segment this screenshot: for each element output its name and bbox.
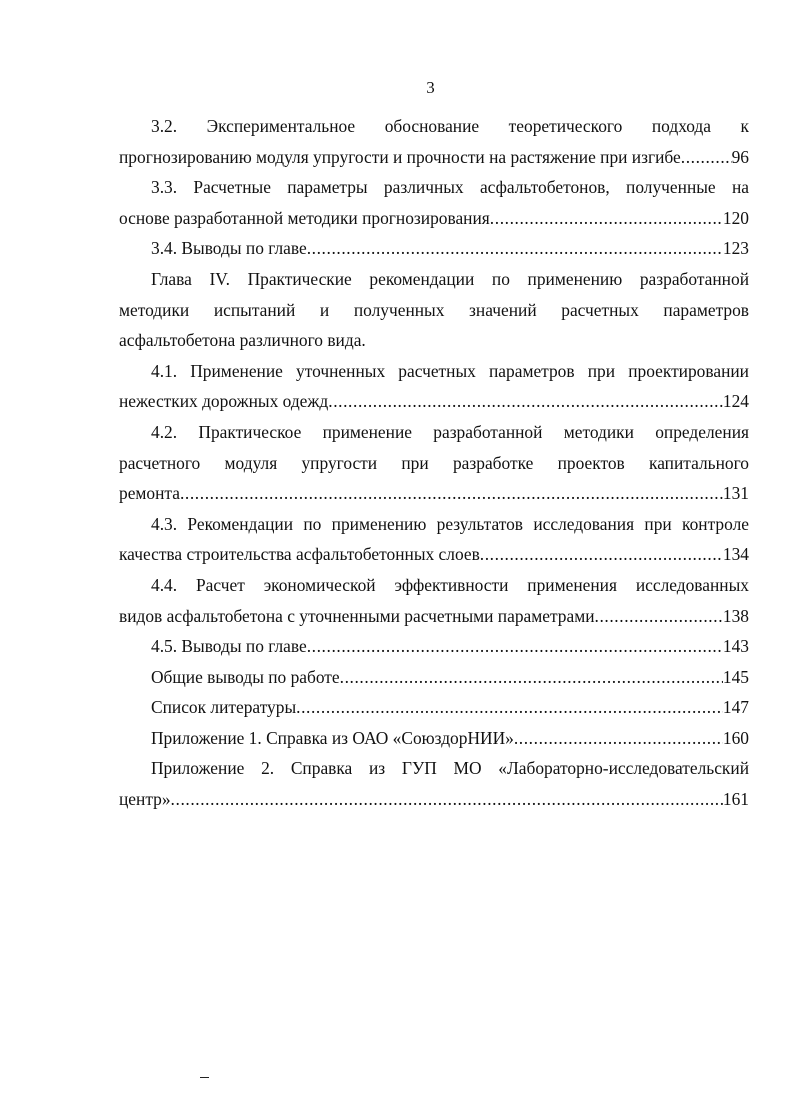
toc-entry-4-2-line-1: 4.2. Практическое применение разработанной методики определения: [151, 421, 749, 442]
toc-entry-3-2-page: 96: [731, 146, 749, 167]
toc-entry-appendix-1-page: 160: [722, 727, 749, 748]
toc-leader-dots: [171, 784, 723, 815]
toc-entry-3-3-line-2: [119, 203, 749, 234]
table-of-contents: [119, 111, 749, 815]
toc-entry-4-1-page: 124: [722, 391, 749, 412]
toc-entry-4-3-line-2: [119, 539, 749, 570]
toc-leader-dots: [480, 539, 723, 570]
toc-entry-appendix-1[interactable]: [119, 723, 749, 754]
toc-leader-dots: [514, 723, 723, 754]
toc-entry-4-2-line-3: [119, 478, 749, 509]
toc-leader-dots: [595, 601, 723, 632]
toc-entry-3-4-line: [119, 233, 749, 264]
toc-entry-4-1-line-1: 4.1. Применение уточненных расчетных параметров при проектировании: [151, 360, 749, 381]
toc-entry-4-3-page: 134: [722, 544, 749, 565]
toc-entry-3-3-line-1: 3.3. Расчетные параметры различных асфальтобетонов, полученные на: [151, 177, 749, 198]
toc-entry-4-3-line-1: 4.3. Рекомендации по применению результатов исследования при контроле: [151, 513, 749, 534]
toc-chapter-4[interactable]: [119, 264, 749, 356]
toc-entry-3-2[interactable]: [119, 111, 749, 172]
toc-leader-dots: [296, 692, 723, 723]
toc-chapter-4-line-3: [119, 325, 749, 356]
toc-entry-3-3-page: 120: [722, 207, 749, 228]
toc-entry-3-2-line-2: [119, 142, 749, 173]
toc-entry-references[interactable]: [119, 692, 749, 723]
toc-entry-3-4-title: 3.4. Выводы по главе: [151, 238, 307, 259]
toc-entry-3-3-title-end: основе разработанной методики прогнозирования: [119, 207, 490, 228]
toc-entry-conclusions-title: Общие выводы по работе: [151, 666, 340, 687]
toc-entry-3-2-title-end: прогнозированию модуля упругости и прочности на растяжение при изгибе: [119, 146, 681, 167]
toc-entry-3-3[interactable]: [119, 172, 749, 233]
toc-leader-dots: [180, 478, 723, 509]
toc-entry-4-5-line: [119, 631, 749, 662]
toc-entry-3-2-line-1: 3.2. Экспериментальное обоснование теоретического подхода к: [151, 116, 749, 136]
toc-entry-appendix-1-line: [119, 723, 749, 754]
toc-entry-conclusions[interactable]: [119, 662, 749, 693]
scan-mark: [200, 1077, 209, 1078]
toc-entry-appendix-2-line-2: [119, 784, 749, 815]
toc-entry-4-3[interactable]: [119, 509, 749, 570]
toc-entry-4-4[interactable]: [119, 570, 749, 631]
toc-entry-conclusions-page: 145: [722, 666, 749, 687]
toc-chapter-4-title-end: асфальтобетона различного вида.: [119, 330, 366, 351]
toc-leader-dots: [681, 142, 732, 173]
toc-entry-4-5-page: 143: [722, 636, 749, 657]
toc-entry-references-page: 147: [722, 697, 749, 718]
toc-entry-4-5[interactable]: [119, 631, 749, 662]
toc-entry-references-line: [119, 692, 749, 723]
toc-entry-appendix-2-page: 161: [722, 789, 749, 810]
toc-entry-references-title: Список литературы: [151, 697, 297, 718]
toc-chapter-4-line-1: Глава IV. Практические рекомендации по применению разработанной: [151, 268, 749, 289]
toc-entry-4-5-title: 4.5. Выводы по главе: [151, 636, 307, 657]
toc-entry-4-1-line-2: [119, 386, 749, 417]
toc-entry-4-3-title-end: качества строительства асфальтобетонных слоев: [119, 544, 480, 565]
toc-entry-appendix-2[interactable]: [119, 753, 749, 814]
toc-entry-4-4-line-1: 4.4. Расчет экономической эффективности применения исследованных: [151, 574, 749, 595]
toc-leader-dots: [307, 233, 723, 264]
toc-entry-4-2-line-2: расчетного модуля упругости при разработке проектов капитального: [119, 452, 749, 473]
toc-entry-3-4[interactable]: [119, 233, 749, 264]
toc-entry-appendix-1-title: Приложение 1. Справка из ОАО «СоюздорНИИ»: [151, 727, 514, 748]
toc-entry-4-1-title-end: нежестких дорожных одежд: [119, 391, 329, 412]
toc-entry-4-2[interactable]: [119, 417, 749, 509]
toc-entry-4-4-line-2: [119, 601, 749, 632]
toc-leader-dots: [340, 662, 723, 693]
toc-entry-4-2-title-end: ремонта: [119, 483, 180, 504]
toc-entry-appendix-2-line-1: Приложение 2. Справка из ГУП МО «Лабораторно-исследовательский: [151, 758, 749, 779]
page-number: 3: [426, 78, 435, 97]
toc-entry-appendix-2-title-end: центр»: [119, 789, 171, 810]
toc-leader-dots: [307, 631, 723, 662]
toc-entry-conclusions-line: [119, 662, 749, 693]
toc-leader-dots: [328, 386, 723, 417]
toc-chapter-4-line-2: методики испытаний и полученных значений расчетных параметров: [119, 299, 749, 320]
toc-entry-4-1[interactable]: [119, 356, 749, 417]
toc-leader-dots: [490, 203, 723, 234]
toc-entry-4-4-title-end: видов асфальтобетона с уточненными расчетными параметрами: [119, 605, 595, 626]
toc-entry-4-2-page: 131: [722, 483, 749, 504]
toc-entry-4-4-page: 138: [722, 605, 749, 626]
toc-entry-3-4-page: 123: [722, 238, 749, 259]
